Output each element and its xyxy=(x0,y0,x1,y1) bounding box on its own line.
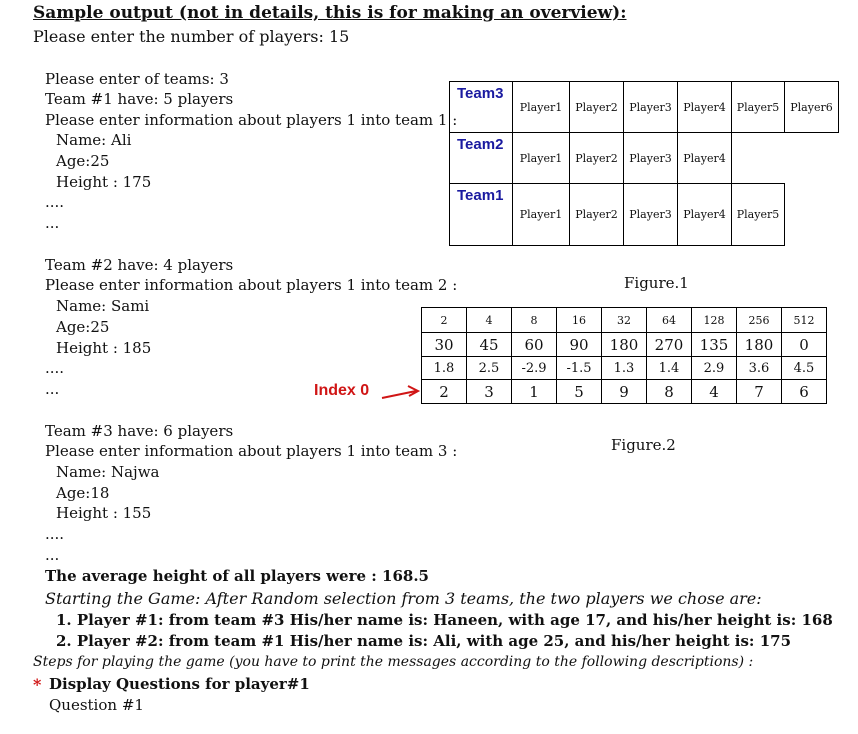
table-cell: 8 xyxy=(512,308,557,333)
figure2-row-header xyxy=(422,308,827,333)
team1-have: Team #1 have: 5 players xyxy=(45,90,234,108)
table-cell: 1.3 xyxy=(602,357,647,380)
figure1-caption: Figure.1 xyxy=(624,274,689,292)
steps-line: Steps for playing the game (you have to print the messages according to the following descriptions) : xyxy=(33,654,754,670)
bullet-star-icon: * xyxy=(33,675,42,694)
team3-name: Name: Najwa xyxy=(56,463,160,481)
team3-height: Height : 155 xyxy=(56,504,152,522)
table-cell: 3 xyxy=(467,380,512,404)
table-cell: 2.9 xyxy=(692,357,737,380)
team2-player2: Player2 xyxy=(569,132,624,184)
figure2-row-values xyxy=(422,333,827,357)
team3-player1: Player1 xyxy=(512,81,570,133)
red-arrow-icon xyxy=(380,383,422,403)
team3-dots1: .... xyxy=(45,525,65,543)
table-cell: 180 xyxy=(737,333,782,357)
team3-age: Age:18 xyxy=(56,484,110,502)
team3-player4: Player4 xyxy=(677,81,732,133)
team3-have: Team #3 have: 6 players xyxy=(45,422,234,440)
team1-label: Team1 xyxy=(449,183,513,246)
team1-prompt: Please enter information about players 1 into team 1 : xyxy=(45,111,458,129)
page-title: Sample output (not in details, this is for making an overview): xyxy=(33,3,627,23)
table-cell: 1 xyxy=(512,380,557,404)
table-cell: -1.5 xyxy=(557,357,602,380)
table-cell: 0 xyxy=(782,333,827,357)
team3-player6: Player6 xyxy=(784,81,839,133)
team3-prompt: Please enter information about players 1 into team 3 : xyxy=(45,442,458,460)
num-players-line: Please enter the number of players: 15 xyxy=(33,27,350,46)
table-cell: 4 xyxy=(467,308,512,333)
starting-game-line: Starting the Game: After Random selection from 3 teams, the two players we chose are: xyxy=(45,589,762,608)
table-cell: 16 xyxy=(557,308,602,333)
team2-player1: Player1 xyxy=(512,132,570,184)
table-cell: 8 xyxy=(647,380,692,404)
table-cell: 2.5 xyxy=(467,357,512,380)
team2-prompt: Please enter information about players 1 into team 2 : xyxy=(45,276,458,294)
team2-dots1: .... xyxy=(45,359,65,377)
team1-dots2: ... xyxy=(45,214,60,232)
figure2-caption: Figure.2 xyxy=(611,436,676,454)
table-cell: 45 xyxy=(467,333,512,357)
table-cell: 128 xyxy=(692,308,737,333)
team2-dots2: ... xyxy=(45,380,60,398)
table-cell: 60 xyxy=(512,333,557,357)
table-cell: 1.4 xyxy=(647,357,692,380)
figure2-table xyxy=(421,307,827,404)
figure2-row-index xyxy=(422,380,827,404)
team1-name: Name: Ali xyxy=(56,131,132,149)
table-cell: 32 xyxy=(602,308,647,333)
team3-player3: Player3 xyxy=(623,81,678,133)
team1-player4: Player4 xyxy=(677,183,732,246)
team2-age: Age:25 xyxy=(56,318,110,336)
table-cell: -2.9 xyxy=(512,357,557,380)
question-line: Question #1 xyxy=(49,696,144,714)
team2-name: Name: Sami xyxy=(56,297,150,315)
chosen-player1-line: 1. Player #1: from team #3 His/her name is: Haneen, with age 17, and his/her height is: 168 xyxy=(56,611,833,629)
average-height-line: The average height of all players were : 168.5 xyxy=(45,567,429,585)
table-cell: 5 xyxy=(557,380,602,404)
team1-player2: Player2 xyxy=(569,183,624,246)
table-cell: 6 xyxy=(782,380,827,404)
chosen-player2-line: 2. Player #2: from team #1 His/her name is: Ali, with age 25, and his/her height is: 175 xyxy=(56,632,792,650)
table-cell: 270 xyxy=(647,333,692,357)
figure2-row-decimals xyxy=(422,357,827,380)
table-cell: 256 xyxy=(737,308,782,333)
team1-height: Height : 175 xyxy=(56,173,152,191)
team2-have: Team #2 have: 4 players xyxy=(45,256,234,274)
table-cell: 7 xyxy=(737,380,782,404)
table-cell: 180 xyxy=(602,333,647,357)
display-questions-line: Display Questions for player#1 xyxy=(49,675,310,693)
table-cell: 2 xyxy=(422,308,467,333)
teams-prompt: Please enter of teams: 3 xyxy=(45,70,229,88)
team3-player2: Player2 xyxy=(569,81,624,133)
team1-player5: Player5 xyxy=(731,183,785,246)
index-label: Index 0 xyxy=(314,382,370,399)
table-cell: 4.5 xyxy=(782,357,827,380)
table-cell: 9 xyxy=(602,380,647,404)
team2-label: Team2 xyxy=(449,132,513,184)
table-cell: 1.8 xyxy=(422,357,467,380)
team3-player5: Player5 xyxy=(731,81,785,133)
team2-player4: Player4 xyxy=(677,132,732,184)
table-cell: 512 xyxy=(782,308,827,333)
team2-player3: Player3 xyxy=(623,132,678,184)
table-cell: 2 xyxy=(422,380,467,404)
table-cell: 135 xyxy=(692,333,737,357)
team1-player3: Player3 xyxy=(623,183,678,246)
team1-player1: Player1 xyxy=(512,183,570,246)
table-cell: 3.6 xyxy=(737,357,782,380)
team1-dots1: .... xyxy=(45,193,65,211)
team1-age: Age:25 xyxy=(56,152,110,170)
table-cell: 30 xyxy=(422,333,467,357)
team3-label: Team3 xyxy=(449,81,513,133)
table-cell: 64 xyxy=(647,308,692,333)
table-cell: 90 xyxy=(557,333,602,357)
table-cell: 4 xyxy=(692,380,737,404)
team2-height: Height : 185 xyxy=(56,339,152,357)
team3-dots2: ... xyxy=(45,546,60,564)
